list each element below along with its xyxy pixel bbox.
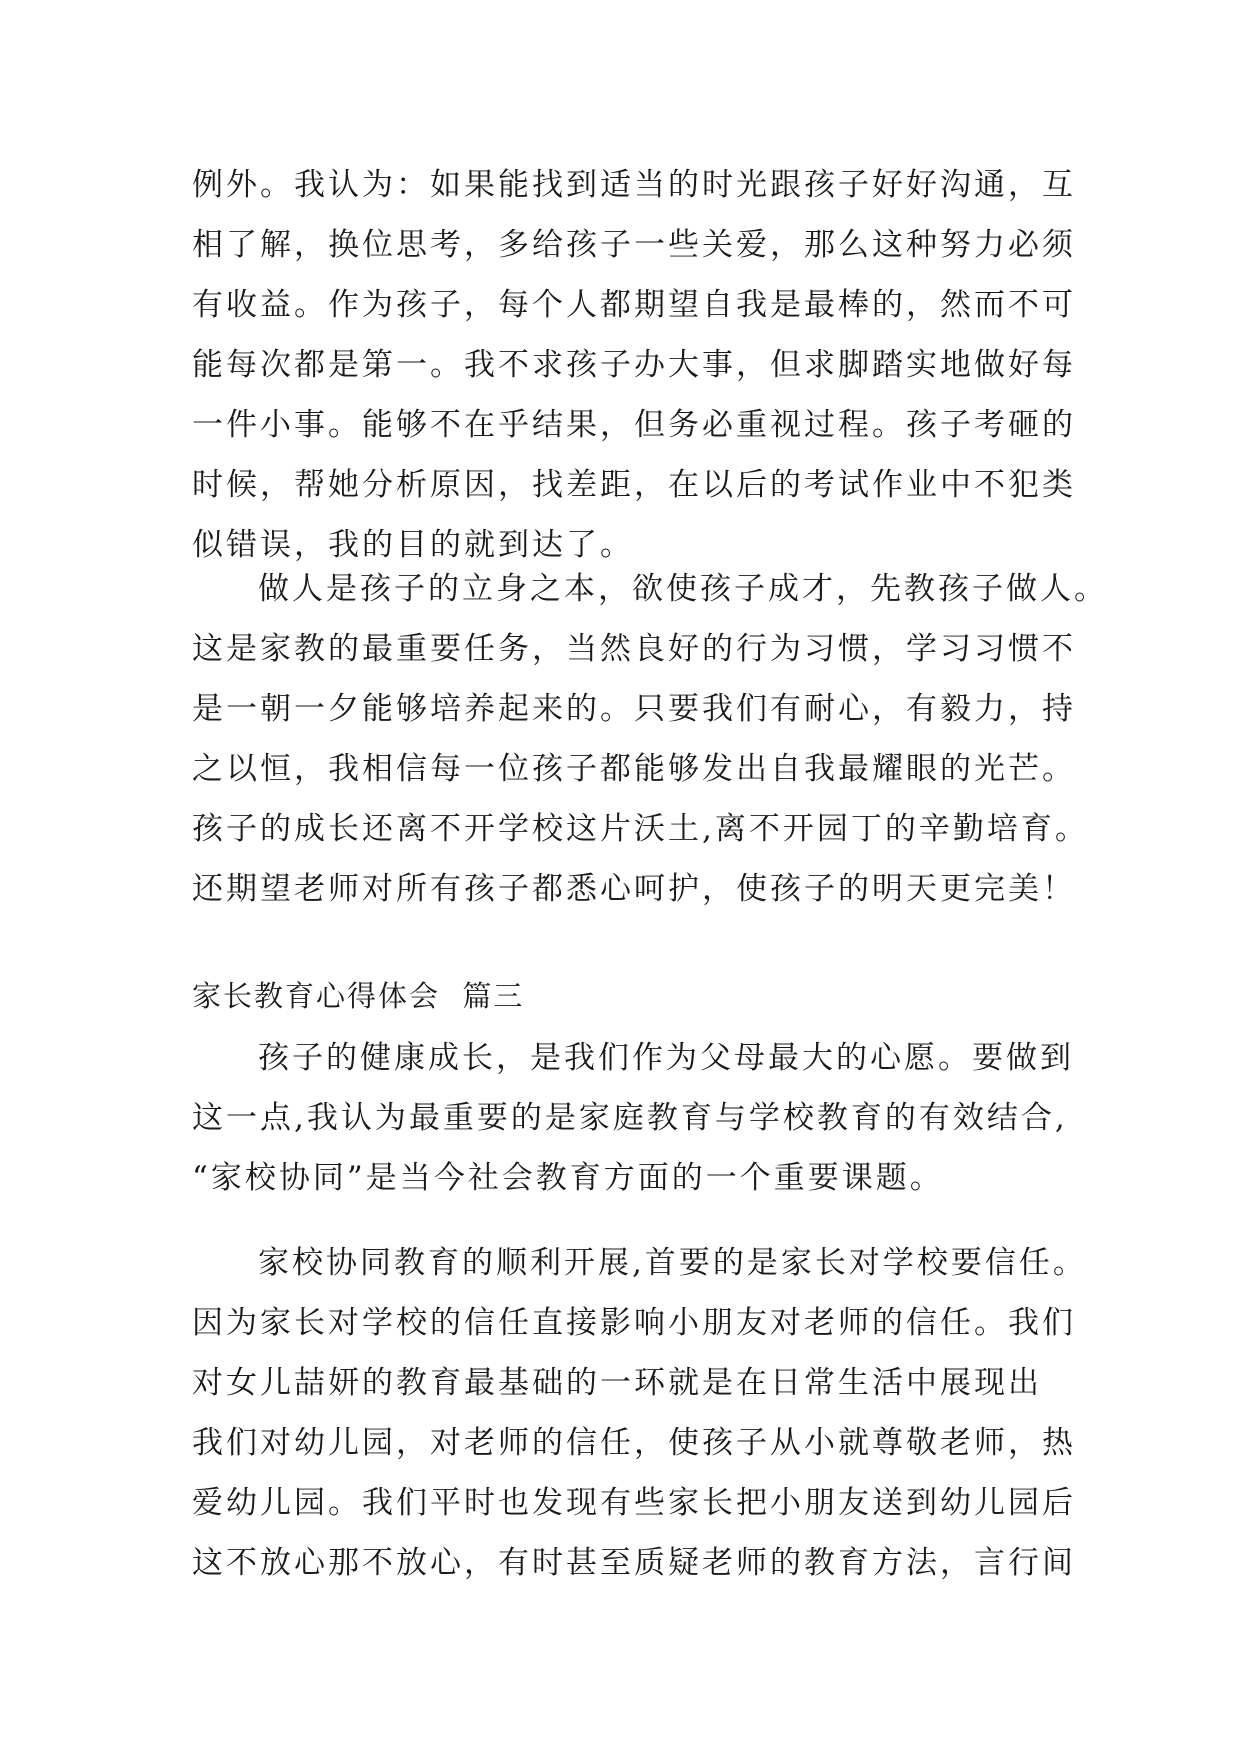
paragraph-line: 因为家长对学校的信任直接影响小朋友对老师的信任。我们 (192, 1305, 1076, 1341)
paragraph-line: 一件小事。能够不在乎结果，但务必重视过程。孩子考砸的 (192, 407, 1076, 443)
section-heading: 家长教育心得体会 篇三 (192, 979, 525, 1013)
paragraph-line: 我们对幼儿园，对老师的信任，使孩子从小就尊敬老师，热 (192, 1425, 1076, 1461)
paragraph-line: 做人是孩子的立身之本，欲使孩子成才，先教孩子做人。 (258, 571, 1108, 607)
paragraph-line: 有收益。作为孩子，每个人都期望自我是最棒的，然而不可 (192, 287, 1076, 323)
paragraph-2 (192, 559, 1108, 919)
paragraph-line: 爱幼儿园。我们平时也发现有些家长把小朋友送到幼儿园后 (192, 1485, 1076, 1521)
paragraph-line: 这不放心那不放心，有时甚至质疑老师的教育方法，言行间 (192, 1545, 1076, 1581)
paragraph-line: 这是家教的最重要任务，当然良好的行为习惯，学习习惯不 (192, 631, 1076, 667)
paragraph-line: 孩子的健康成长，是我们作为父母最大的心愿。要做到 (258, 1040, 1074, 1076)
paragraph-line: 对女儿喆妍的教育最基础的一环就是在日常生活中展现出 (192, 1365, 1042, 1401)
paragraph-line: 之以恒，我相信每一位孩子都能够发出自我最耀眼的光芒。 (192, 751, 1076, 787)
paragraph-line: 这一点,我认为最重要的是家庭教育与学校教育的有效结合, (192, 1100, 1068, 1136)
paragraph-1 (192, 155, 1076, 575)
paragraph-line: 家校协同教育的顺利开展,首要的是家长对学校要信任。 (258, 1245, 1087, 1281)
paragraph-line: 还期望老师对所有孩子都悉心呵护，使孩子的明天更完美！ (192, 871, 1076, 907)
paragraph-line: 能每次都是第一。我不求孩子办大事，但求脚踏实地做好每 (192, 347, 1076, 383)
paragraph-line: 似错误，我的目的就到达了。 (192, 527, 634, 563)
paragraph-3 (192, 1028, 1074, 1208)
paragraph-line: 孩子的成长还离不开学校这片沃土,离不开园丁的辛勤培育。 (192, 811, 1089, 847)
paragraph-line: 例外。我认为：如果能找到适当的时光跟孩子好好沟通，互 (192, 167, 1076, 203)
paragraph-line: 相了解，换位思考，多给孩子一些关爱，那么这种努力必须 (192, 227, 1076, 263)
paragraph-line: 是一朝一夕能够培养起来的。只要我们有耐心，有毅力，持 (192, 691, 1076, 727)
paragraph-4 (192, 1233, 1087, 1593)
paragraph-line: “家校协同”是当今社会教育方面的一个重要课题。 (192, 1160, 944, 1196)
paragraph-line: 时候，帮她分析原因，找差距，在以后的考试作业中不犯类 (192, 467, 1076, 503)
